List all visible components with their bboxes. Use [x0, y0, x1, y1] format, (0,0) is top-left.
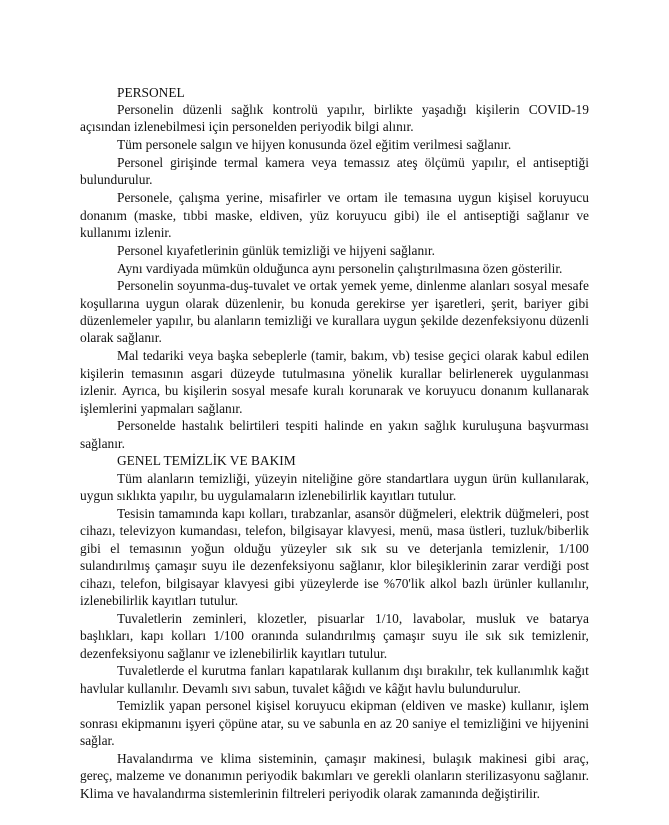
- paragraph-line: Havalandırma ve klima sisteminin, çamaşır makinesi, bulaşık makinesi gibi araç,: [117, 751, 589, 766]
- paragraph-line: başlıkları, kapı kolları 1/100 oranında sulandırılmış çamaşır suyu ile sık sık temizlenir,: [80, 628, 589, 643]
- paragraph-line: Tüm alanların temizliği, yüzeyin niteliğine göre standartlara uygun ürün kullanılarak,: [117, 471, 589, 486]
- paragraph-line: sağlar.: [80, 733, 115, 748]
- paragraph-line: dezenfeksiyonu sağlanır ve izlenebilirlik kayıtları tutulur.: [80, 646, 388, 661]
- paragraph-line: sulandırılmış çamaşır suyu ile dezenfeksiyonu sağlanır, klor bileşiklerinin zarar verdiği post: [80, 558, 589, 573]
- section-heading: GENEL TEMİZLİK VE BAKIM: [117, 453, 296, 468]
- paragraph-line: olarak sağlanır.: [80, 330, 162, 345]
- paragraph-line: işlemlerini yapmaları sağlanır.: [80, 401, 243, 416]
- paragraph-line: sağlanır.: [80, 436, 125, 451]
- paragraph-line: Tuvaletlerde el kurutma fanları kapatılarak kullanım dışı bırakılır, tek kullanımlık kağıt: [117, 663, 589, 678]
- paragraph-line: Temizlik yapan personel kişisel koruyucu ekipman (eldiven ve maske) kullanır, işlem: [117, 698, 589, 713]
- paragraph-line: Tesisin tamamında kapı kolları, tırabzanlar, asansör düğmeleri, elektrik düğmeleri, post: [117, 506, 589, 521]
- paragraph-line: Personelin düzenli sağlık kontrolü yapılır, birlikte yaşadığı kişilerin COVID-19: [117, 102, 589, 117]
- paragraph-line: sonrası ekipmanını işyeri çöpüne atar, su ve sabunla en az 20 saniye el temizliğini ve hijyenini: [80, 716, 589, 731]
- paragraph-line: Personel girişinde termal kamera veya temassız ateş ölçümü yapılır, el antiseptiği: [117, 155, 589, 170]
- paragraph-line: açısından izlenebilmesi için personelden periyodik bilgi alınır.: [80, 119, 414, 134]
- paragraph-line: Mal tedariki veya başka sebeplerle (tamir, bakım, vb) tesise geçici olarak kabul edilen: [117, 348, 589, 363]
- paragraph-line: Personelin soyunma-duş-tuvalet ve ortak yemek yeme, dinlenme alanları sosyal mesafe: [117, 278, 589, 293]
- paragraph-line: kullanımı izlenir.: [80, 225, 172, 240]
- paragraph-line: koşullarına uygun olarak düzenlenir, bu konuda gerekirse yer işaretleri, şerit, bariyer gibi: [80, 296, 589, 311]
- paragraph-line: izlenir. Ayrıca, bu kişilerin sosyal mesafe kuralı korunarak ve koruyucu donanım kullanarak: [80, 383, 589, 398]
- paragraph-line: izlenebilirlik kayıtları tutulur.: [80, 593, 239, 608]
- paragraph-line: gereç, malzeme ve donanımın periyodik bakımları ve gerekli olanların sterilizasyonu sağlanır.: [80, 768, 589, 783]
- paragraph-line: Tuvaletlerin zeminleri, klozetler, pisuarlar 1/10, lavabolar, musluk ve batarya: [117, 611, 589, 626]
- paragraph-line: cihazı, televizyon kumandası, telefon, bilgisayar klavyesi, menü, masa üstleri, tuzluk/biberlik: [80, 523, 589, 538]
- paragraph-line: Personele, çalışma yerine, misafirler ve ortam ile temasına uygun kişisel koruyucu: [117, 190, 589, 205]
- paragraph-line: Aynı vardiyada mümkün olduğunca aynı personelin çalıştırılmasına özen gösterilir.: [117, 261, 563, 276]
- paragraph-line: gibi el temasının yoğun olduğu yüzeyler sık sık su ve deterjanla temizlenir, 1/100: [80, 541, 589, 556]
- paragraph-line: Tüm personele salgın ve hijyen konusunda özel eğitim verilmesi sağlanır.: [117, 137, 512, 152]
- paragraph-line: Personelde hastalık belirtileri tespiti halinde en yakın sağlık kuruluşuna başvurması: [117, 418, 589, 433]
- paragraph-line: bulundurulur.: [80, 172, 153, 187]
- paragraph-line: uygun sıklıkta yapılır, bu uygulamaların izlenebilirlik kayıtları tutulur.: [80, 488, 457, 503]
- paragraph-line: kişilerin temasının asgari düzeyde tutulmasına yönelik kurallar belirlenerek uygulanması: [80, 366, 589, 381]
- paragraph-line: Personel kıyafetlerinin günlük temizliği ve hijyeni sağlanır.: [117, 243, 435, 258]
- paragraph-line: Klima ve havalandırma sistemlerinin filtreleri periyodik olarak zamanında değiştirilir.: [80, 786, 540, 801]
- paragraph-line: donanım (maske, tıbbi maske, eldiven, yüz koruyucu gibi) ile el antiseptiği sağlanır ve: [80, 208, 589, 223]
- section-heading: PERSONEL: [117, 85, 185, 100]
- paragraph-line: cihazı, telefon, bilgisayar klavyesi gibi yüzeylerde ise %70'lik alkol bazlı ürünler kullanılır,: [80, 576, 589, 591]
- paragraph-line: havlular kullanılır. Devamlı sıvı sabun, tuvalet kâğıdı ve kâğıt havlu bulundurulur.: [80, 681, 521, 696]
- paragraph-line: düzenlemeler yapılır, bu alanların temizliği ve kurallara uygun şekilde dezenfeksiyonu düzenli: [80, 313, 589, 328]
